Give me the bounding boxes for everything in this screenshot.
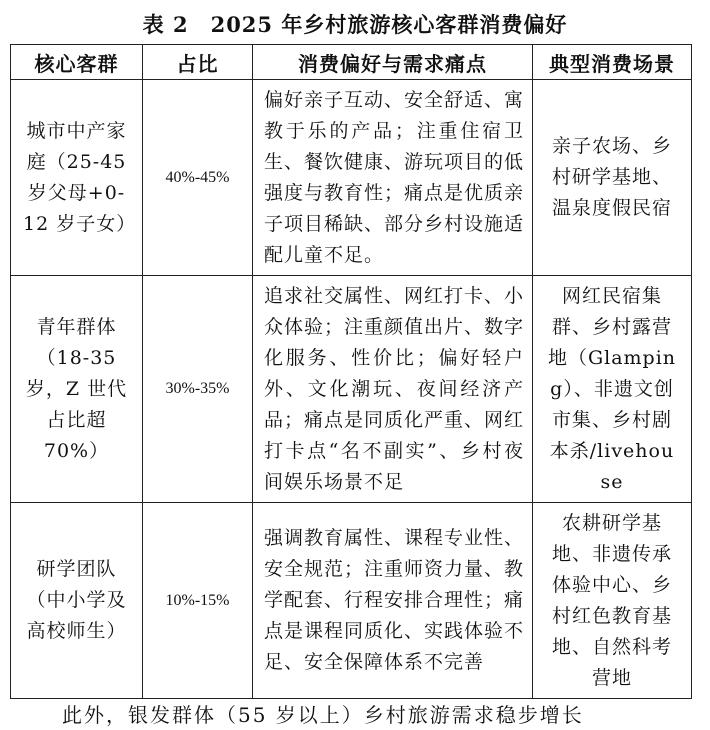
header-preference: 消费偏好与需求痛点: [253, 45, 533, 80]
scene-label: 农耕研学基地、非遗传承体验中心、乡村红色教育基地、自然科考营地: [551, 511, 672, 689]
group-cell: [11, 276, 143, 503]
table-row: [11, 276, 692, 503]
share-cell: 10%-15%: [143, 503, 253, 699]
scene-cell: [533, 503, 692, 699]
group-label: 城市中产家庭（25-45 岁父母+0-12 岁子女）: [23, 119, 137, 235]
header-core-group: 核心客群: [11, 45, 143, 80]
footer-paragraph: 此外，银发群体（55 岁以上）乡村旅游需求稳步增长: [62, 703, 584, 727]
table-row: [11, 80, 692, 276]
table-header-row: [11, 45, 692, 80]
group-cell: [11, 80, 143, 276]
header-share: 占比: [143, 45, 253, 80]
group-label: 研学团队（中小学及高校师生）: [26, 558, 127, 642]
scene-label: 网红民宿集群、乡村露营地（Glamping）、非遗文创市集、乡村剧本杀/livehouse: [547, 284, 677, 493]
preference-cell: 强调教育属性、课程专业性、安全规范；注重师资力量、教学配套、行程安排合理性；痛点是课程同质化、实践体验不足、安全保障体系不完善: [253, 503, 533, 699]
table-title: 表 2 2025 年乡村旅游核心客群消费偏好: [142, 12, 568, 37]
scene-label: 亲子农场、乡村研学基地、温泉度假民宿: [551, 135, 672, 219]
consumer-preference-table: [10, 44, 692, 699]
table-row: [11, 503, 692, 699]
scene-cell: [533, 276, 692, 503]
scene-cell: [533, 80, 692, 276]
header-scenes: 典型消费场景: [533, 45, 692, 80]
group-cell: [11, 503, 143, 699]
group-label: 青年群体（18-35 岁，Z 世代占比超 70%）: [25, 315, 128, 462]
share-cell: 30%-35%: [143, 276, 253, 503]
preference-cell: 偏好亲子互动、安全舒适、寓教于乐的产品；注重住宿卫生、餐饮健康、游玩项目的低强度与教育性；痛点是优质亲子项目稀缺、部分乡村设施适配儿童不足。: [253, 80, 533, 276]
preference-cell: 追求社交属性、网红打卡、小众体验；注重颜值出片、数字化服务、性价比；偏好轻户外、文化潮玩、夜间经济产品；痛点是同质化严重、网红打卡点“名不副实”、乡村夜间娱乐场景不足: [253, 276, 533, 503]
share-cell: 40%-45%: [143, 80, 253, 276]
